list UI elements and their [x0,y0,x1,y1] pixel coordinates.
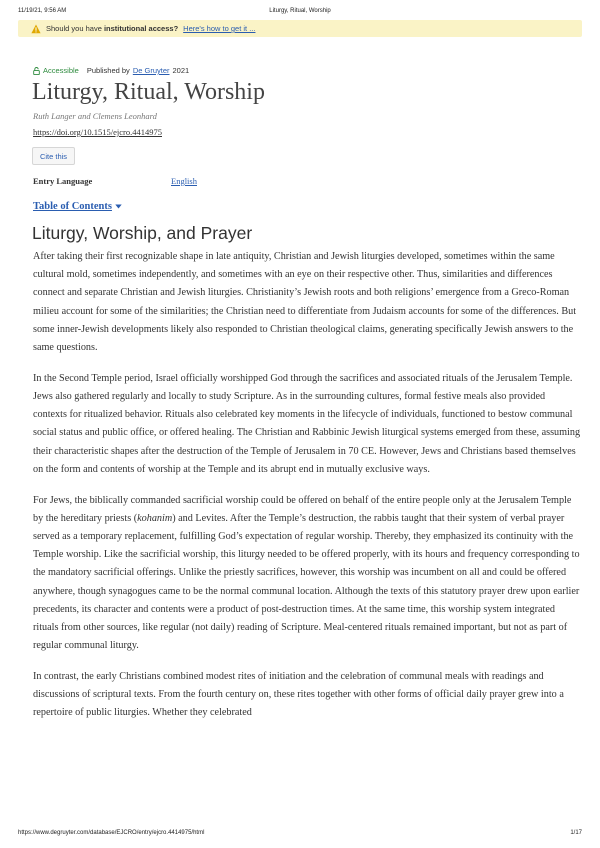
publication-meta [33,66,189,75]
institutional-access-link[interactable]: Here's how to get it ... [183,24,256,33]
unlock-icon [33,67,40,75]
article-body [33,248,581,723]
body-paragraph: In contrast, the early Christians combined modest rites of initiation and the celebration of communal meals with readings and discussions of scriptural texts. From the fourth century on, these rites together with other forms of official daily prayer grew into a repertoire of public liturgies. Whether they celebrated [33,671,564,719]
print-footer [18,830,582,840]
publisher-link[interactable]: De Gruyter [132,66,170,75]
body-paragraph: For Jews, the biblically commanded sacrificial worship could be offered on behalf of the entire people only at the Jerusalem Temple by the hereditary priests (kohanim) and Levites. After the Temple’s destruction, the rabbis taught that their system of verbal prayer served as a temporary replacement, fulfilling God’s expectation of regular worship. Thereby, they emphasized its continuity with the Temple worship. Like the sacrificial worship, this liturgy needed to be offered properly, with its hours and frequency corresponding to the mandatory sacrificial offerings. Unlike the priestly sacrifices, however, this worship was incumbent on all and could be offered anywhere, though synagogues came to be the normal communal location. Although the texts of this statutory prayer drew upon earlier precedents, its character and contents were a product of post-destruction times. At the same time, this worship system integrated rituals from other sources, like regular (not daily) reading of Scripture. Meal-centered rituals remained important, but not as part of regular communal liturgy. [33,494,580,652]
table-of-contents-toggle[interactable] [33,201,122,212]
body-paragraph: After taking their first recognizable shape in late antiquity, Christian and Jewish liturgies developed, sometimes within the same cultural mold, sometimes independently, and sometimes with an eye on their respective other. Thus, similarities and differences connect and separate Christian and Jewish liturgies. Christianity’s Jewish roots and both religions’ emergence from a Greco-Roman milieu account for some of the similarities; the Christian need to differentiate from Judaism accounts for some of the differences. But some inner-Jewish developments likely also responded to Christian theological claims, generating specifically Jewish answers to the same questions. [33,251,577,354]
banner-emphasis: institutional access? [103,24,179,33]
print-datetime: 11/19/21, 9:56 AM [18,8,67,14]
section-heading: Liturgy, Worship, and Prayer [32,223,253,243]
cite-this-button[interactable]: Cite this [32,147,75,165]
italic-term: kohanim [137,512,173,524]
publication-year: 2021 [172,66,190,75]
warning-icon [31,24,41,34]
authors: Ruth Langer and Clemens Leonhard [33,111,157,121]
print-page-title: Liturgy, Ritual, Worship [269,8,331,14]
access-status: Accessible [43,66,79,75]
print-page-number: 1/17 [570,830,582,836]
page-title: Liturgy, Ritual, Worship [32,79,265,105]
body-paragraph: In the Second Temple period, Israel officially worshipped God through the sacrifices and associated rituals of the Jerusalem Temple. Jews also gathered regularly and locally to study Scripture. As in the surrounding cultures, formal festive meals also provided contexts for ritualized behavior. Rituals also celebrated key moments in the lifecycle of individuals, functioned to bestow communal social status and public office, or offered healing. The Christian and Rabbinic Jewish liturgical systems emerged from these, assuming their characteristic shapes after the destruction of the Temple of Jerusalem in 70 CE. However, Jews and Christians based themselves on the form and contents of worship at the Temple and its abrupt end in mutually exclusive ways. [33,372,581,475]
banner-text: Should you have institutional access? [46,24,179,33]
published-by-label: Published by [86,66,130,75]
institutional-access-banner [18,20,582,37]
entry-language-link[interactable]: English [171,176,197,186]
print-header [18,8,582,18]
print-url: https://www.degruyter.com/database/EJCRO/entry/ejcro.4414975/html [18,830,205,836]
entry-language-label: Entry Language [33,176,93,186]
caret-down-icon [115,204,122,209]
toc-label: Table of Contents [33,201,112,212]
doi-link[interactable]: https://doi.org/10.1515/ejcro.4414975 [33,127,162,137]
